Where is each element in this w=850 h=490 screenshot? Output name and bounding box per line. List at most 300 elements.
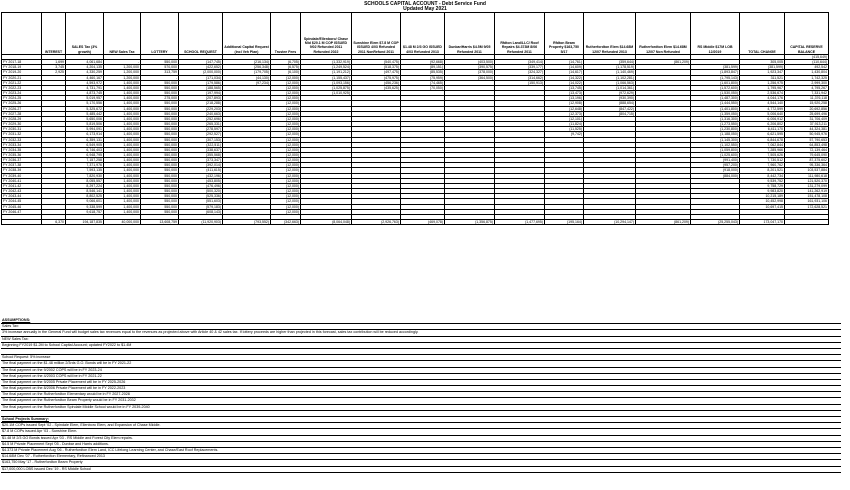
- value-cell: (216,134): [223, 60, 271, 65]
- value-cell: (608,143): [179, 209, 223, 214]
- value-cell: 6,549,905: [66, 142, 104, 147]
- value-cell: (74,465): [401, 80, 445, 85]
- value-cell: (1,059,800): [691, 147, 740, 152]
- value-cell: (1,893,847): [691, 70, 740, 75]
- value-cell: (11,920,903): [179, 219, 223, 224]
- value-cell: 1,400,000: [104, 194, 141, 199]
- value-cell: 550,000: [141, 178, 179, 183]
- value-cell: (1,025,875): [301, 85, 352, 90]
- value-cell: (252,696): [179, 116, 223, 121]
- value-cell: (1,530,050): [691, 91, 740, 96]
- value-cell: (13,745): [545, 85, 584, 90]
- value-cell: 2,925: [42, 70, 66, 75]
- value-cell: (11,525): [545, 127, 584, 132]
- notes-heading: ASSUMPTIONS:: [1, 318, 841, 324]
- value-cell: 6,206,802: [740, 122, 785, 127]
- value-cell: 87,375,602: [785, 158, 829, 163]
- value-cell: (12,101): [545, 116, 584, 121]
- value-cell: (322,511): [179, 142, 223, 147]
- value-cell: 1,400,000: [104, 111, 141, 116]
- value-cell: (378,000): [445, 70, 495, 75]
- value-cell: 7,157,258: [66, 158, 104, 163]
- value-cell: (324,327): [495, 70, 545, 75]
- value-cell: (14,761): [545, 60, 584, 65]
- value-cell: (12,373): [545, 111, 584, 116]
- fiscal-year-cell: FY 2038-39: [2, 168, 42, 173]
- value-cell: 8,201,521: [740, 168, 785, 173]
- value-cell: (12,908): [545, 101, 584, 106]
- fiscal-year-cell: FY 2037-38: [2, 163, 42, 168]
- value-cell: 1,400,000: [104, 96, 141, 101]
- value-cell: 2,999,300: [785, 80, 829, 85]
- value-cell: 4,460,167: [66, 75, 104, 80]
- value-cell: (1,191,212): [301, 70, 352, 75]
- value-cell: (1,155,437): [301, 75, 352, 80]
- value-cell: 10,452,998: [740, 199, 785, 204]
- value-cell: (92,668): [401, 60, 445, 65]
- value-cell: 550,000: [141, 209, 179, 214]
- value-cell: (265,331): [179, 122, 223, 127]
- fiscal-year-cell: FY 2042-43: [2, 189, 42, 194]
- value-cell: (1,359,050): [691, 111, 740, 116]
- fiscal-year-cell: FY 2025-26: [2, 101, 42, 106]
- value-cell: 550,000: [141, 101, 179, 106]
- value-cell: (456,236): [352, 80, 401, 85]
- value-cell: 4,330,259: [66, 70, 104, 75]
- debt-service-table: [1, 12, 829, 225]
- value-cell: (1,572,600): [691, 85, 740, 90]
- value-cell: (207,893): [179, 96, 223, 101]
- value-cell: 9,338,599: [66, 204, 104, 209]
- fiscal-year-cell: FY 2033-34: [2, 142, 42, 147]
- fiscal-year-cell: [2, 219, 42, 224]
- value-cell: (14,022): [545, 80, 584, 85]
- value-cell: (147,745): [179, 60, 223, 65]
- value-cell: (6,100): [271, 70, 301, 75]
- value-cell: (525,336): [179, 194, 223, 199]
- note-line: The final payment on the Rutherfordton Elementary would be in FY 2027-2028: [1, 392, 841, 398]
- column-header: Trustee Fees: [271, 13, 301, 55]
- value-cell: (861,209): [636, 60, 691, 65]
- value-cell: (256,348): [223, 65, 271, 70]
- note-line: $4.5 M Private Placement Sept '05 - Dunbar and Harris additions.: [1, 442, 841, 448]
- value-cell: (390,575): [445, 65, 495, 70]
- fiscal-year-cell: FY 2029-30: [2, 122, 42, 127]
- value-cell: 275,000: [141, 96, 179, 101]
- value-cell: 550,000: [141, 137, 179, 142]
- value-cell: (364,500): [445, 75, 495, 80]
- value-cell: (991,400): [691, 158, 740, 163]
- value-cell: (1,401,800): [691, 106, 740, 111]
- note-line: The final payment on the Rutherfordton Spindale Middle School would be in FY 2039-2040: [1, 405, 841, 411]
- value-cell: (551,603): [179, 199, 223, 204]
- value-cell: (415,649): [785, 55, 829, 60]
- sheet-subtitle: Updated May 2021: [403, 6, 447, 12]
- value-cell: 1,400,000: [104, 127, 141, 132]
- value-cell: (229,203): [179, 106, 223, 111]
- value-cell: (12,000): [271, 85, 301, 90]
- value-cell: (12,000): [271, 122, 301, 127]
- fiscal-year-cell: FY 2041-42: [2, 183, 42, 188]
- value-cell: (188,565): [179, 85, 223, 90]
- value-cell: (918,000): [691, 168, 740, 173]
- value-cell: 550,000: [141, 127, 179, 132]
- value-cell: (469,078): [401, 219, 445, 224]
- value-cell: (355,568): [179, 152, 223, 157]
- fiscal-year-cell: FY 2036-37: [2, 158, 42, 163]
- value-cell: 7,331,942: [785, 91, 829, 96]
- value-cell: (25,255,043): [691, 219, 740, 224]
- value-cell: 1,923,347: [740, 70, 785, 75]
- value-cell: (349,414): [495, 60, 545, 65]
- value-cell: (1,477,695): [495, 219, 545, 224]
- value-cell: 95,336,364: [785, 163, 829, 168]
- column-header: Rfdton Beam Property $163,750 5/17: [545, 13, 584, 55]
- value-cell: (12,000): [271, 183, 301, 188]
- value-cell: (97,234): [223, 80, 271, 85]
- value-cell: 550,000: [141, 91, 179, 96]
- note-line: The final payment on the $1.48 million 2/3rds G.O. Bonds will be in FY 2021-22: [1, 361, 841, 367]
- value-cell: 550,000: [141, 80, 179, 85]
- value-cell: 1,430,804: [785, 70, 829, 75]
- column-header: Additional Capital Request (incl Veh Plan): [223, 13, 271, 55]
- value-cell: -: [141, 75, 179, 80]
- value-cell: (338,637): [179, 147, 223, 152]
- value-cell: 20,692,856: [785, 106, 829, 111]
- value-cell: 57,790,653: [785, 137, 829, 142]
- value-cell: 1,400,000: [104, 209, 141, 214]
- note-line: The final payment on the 8/2006 Private Placement will be in FY 2022-2023: [1, 386, 841, 392]
- value-cell: (1,273,550): [691, 122, 740, 127]
- note-line: 3% increase annually in the General Fund will budget sales tax revenues equal to the revenues as projected above with Article 40 & 42 sales tax. If lottery proceeds are higher than projected in this forecast, sales tax contribution will be reduced accordingly.: [1, 330, 841, 336]
- value-cell: (12,000): [271, 194, 301, 199]
- value-cell: 313,759: [141, 70, 179, 75]
- fiscal-year-cell: FY 2028-29: [2, 116, 42, 121]
- value-cell: (12,000): [271, 101, 301, 106]
- value-cell: 4,044,176: [740, 96, 785, 101]
- value-cell: (8,064,048): [301, 219, 352, 224]
- value-cell: (381,599): [740, 65, 785, 70]
- fiscal-year-cell: FY 2026-27: [2, 106, 42, 111]
- value-cell: 1,400,000: [104, 199, 141, 204]
- value-cell: (12,000): [271, 199, 301, 204]
- value-cell: (435,625): [352, 85, 401, 90]
- value-cell: (403,500): [445, 60, 495, 65]
- value-cell: (44,130): [223, 75, 271, 80]
- value-cell: 194,187,835: [66, 219, 104, 224]
- fiscal-year-cell: FY 2045-46: [2, 204, 42, 209]
- value-cell: 4,204,135: [66, 65, 104, 70]
- fiscal-year-cell: FY 2032-33: [2, 137, 42, 142]
- value-cell: 1,699: [42, 60, 66, 65]
- fiscal-year-cell: FY 2022-23: [2, 85, 42, 90]
- value-cell: 13,608,759: [141, 219, 179, 224]
- fiscal-year-cell: FY 2019-20: [2, 70, 42, 75]
- value-cell: (197,994): [179, 91, 223, 96]
- value-cell: 550,000: [141, 189, 179, 194]
- note-line: School Request: 5% increase: [1, 355, 841, 361]
- notes-heading: School Projects Summary:: [1, 417, 841, 423]
- value-cell: 3,745: [42, 65, 66, 70]
- value-cell: (1,102,550): [691, 142, 740, 147]
- value-cell: 1,742,325: [785, 75, 829, 80]
- value-cell: 172,628,521: [785, 204, 829, 209]
- value-cell: 2,536,674: [740, 91, 785, 96]
- value-cell: (497,475): [352, 70, 401, 75]
- column-header: $1.48 M 2/3 GO ISSUED 4/03 Refunded 2013: [401, 13, 445, 55]
- note-line: $14.68M Dec '07 - Rutherfordton Elementary, Refinanced 2013: [1, 454, 841, 460]
- value-cell: (793,552): [223, 219, 271, 224]
- value-cell: 9,758,729: [740, 183, 785, 188]
- value-cell: (13,196): [545, 96, 584, 101]
- value-cell: 550,000: [141, 122, 179, 127]
- value-cell: (12,000): [271, 106, 301, 111]
- value-cell: 550,000: [141, 142, 179, 147]
- value-cell: 37,913,211: [785, 122, 829, 127]
- value-cell: (12,000): [271, 152, 301, 157]
- column-header: RS Middle $17M LOB 12/2019: [691, 13, 740, 55]
- value-cell: (1,178,519): [584, 65, 636, 70]
- value-cell: (12,648): [545, 106, 584, 111]
- value-cell: (12,000): [271, 209, 301, 214]
- value-cell: (12,000): [271, 158, 301, 163]
- fiscal-year-cell: FY 2017-18: [2, 60, 42, 65]
- value-cell: (12,000): [271, 173, 301, 178]
- value-cell: (861,209): [636, 219, 691, 224]
- value-cell: (12,000): [271, 127, 301, 132]
- value-cell: (411,615): [179, 168, 223, 173]
- value-cell: 550,000: [141, 116, 179, 121]
- value-cell: (518,375): [352, 65, 401, 70]
- value-cell: (12,000): [271, 116, 301, 121]
- value-cell: (179,586): [179, 80, 223, 85]
- value-cell: 5,006,640: [740, 111, 785, 116]
- fiscal-year-cell: FY 2024-25: [2, 96, 42, 101]
- value-cell: 7,285,966: [740, 147, 785, 152]
- value-cell: 6,746,403: [66, 147, 104, 152]
- note-line: The final payment on the Rutherfordton Beam Property would be in FY 2031-2032: [1, 398, 841, 404]
- value-cell: (540,475): [352, 60, 401, 65]
- fiscal-year-cell: FY 2027-28: [2, 111, 42, 116]
- value-cell: (179,705): [223, 70, 271, 75]
- value-cell: 6,359,131: [66, 137, 104, 142]
- value-cell: 7,062,844: [740, 142, 785, 147]
- value-cell: 9,066,601: [66, 199, 104, 204]
- note-line: $7.8 M COPs issued Apr '03 - Sunshine Elem.: [1, 429, 841, 435]
- value-cell: (12,000): [271, 96, 301, 101]
- value-cell: (10,294,147): [584, 219, 636, 224]
- column-header: NEW Sales Tax: [104, 13, 141, 55]
- value-cell: 4,772,599: [740, 106, 785, 111]
- value-cell: 7,593,135: [66, 168, 104, 173]
- value-cell: 6,948,795: [66, 152, 104, 157]
- value-cell: 111,980,618: [785, 173, 829, 178]
- value-cell: 5,485,442: [66, 111, 104, 116]
- value-cell: 1,400,000: [104, 132, 141, 137]
- value-cell: 7,820,930: [66, 173, 104, 178]
- value-cell: 1,400,000: [104, 189, 141, 194]
- value-cell: (579,183): [179, 204, 223, 209]
- value-cell: (475,975): [352, 75, 401, 80]
- value-cell: 550,000: [141, 152, 179, 157]
- value-cell: (292,527): [179, 132, 223, 137]
- fiscal-year-cell: FY 2046-47: [2, 209, 42, 214]
- value-cell: (339,177): [495, 65, 545, 70]
- value-cell: (218,288): [179, 101, 223, 106]
- value-cell: (12,000): [271, 80, 301, 85]
- column-header: Rutherfordton Elem $14.68M 12/07 Refunded 2013: [584, 13, 636, 55]
- value-cell: -: [104, 60, 141, 65]
- fiscal-year-cell: FY 2020-21: [2, 75, 42, 80]
- value-cell: 1,400,000: [104, 122, 141, 127]
- value-cell: 1,400,000: [104, 116, 141, 121]
- value-cell: (12,000): [271, 132, 301, 137]
- value-cell: (12,000): [271, 168, 301, 173]
- value-cell: (888,654): [584, 101, 636, 106]
- value-cell: 550,000: [141, 147, 179, 152]
- value-cell: 4,544,140: [740, 101, 785, 106]
- value-cell: (240,663): [179, 111, 223, 116]
- value-cell: (1,249,524): [301, 65, 352, 70]
- value-cell: (12,000): [271, 163, 301, 168]
- value-cell: 4,593,972: [66, 80, 104, 85]
- header-row: [2, 13, 829, 55]
- column-header: Rfdton Land/LLC/ Roof Repairs $4.373M 8/06 Refunded 2011: [495, 13, 545, 55]
- column-header: CAPITAL RESERVE BALANCE: [785, 13, 829, 55]
- value-cell: 550,000: [141, 132, 179, 137]
- value-cell: 9,983,820: [740, 189, 785, 194]
- note-line: $4.373 M Private Placement Aug '06 - Rutherfordton Elem Land, ICC Lifelong Learning Center, and Chase/East Roof Replacements.: [1, 448, 841, 454]
- note-line: NEW Sales Tax:: [1, 337, 841, 343]
- value-cell: (12,000): [271, 178, 301, 183]
- value-cell: 550,000: [141, 111, 179, 116]
- column-header: INTEREST: [42, 13, 66, 55]
- value-cell: 550,000: [141, 199, 179, 204]
- value-cell: 4,731,791: [66, 85, 104, 90]
- value-cell: 6,370: [42, 219, 66, 224]
- note-line: The final payment on the 9/2005 Private Placement will be in FY 2025-2026: [1, 380, 841, 386]
- value-cell: (150,913): [495, 80, 545, 85]
- value-cell: 8,055,557: [66, 178, 104, 183]
- value-cell: 5,819,506: [66, 122, 104, 127]
- value-cell: 10,215,189: [740, 194, 785, 199]
- value-cell: 6,173,914: [66, 132, 104, 137]
- value-cell: 550,000: [141, 106, 179, 111]
- value-cell: (12,000): [271, 75, 301, 80]
- fiscal-year-cell: FY 2040-41: [2, 178, 42, 183]
- value-cell: 550,000: [141, 158, 179, 163]
- value-cell: 1,400,000: [104, 152, 141, 157]
- value-cell: (500,320): [179, 189, 223, 194]
- value-cell: 550,000: [141, 204, 179, 209]
- value-cell: 40,000,000: [104, 219, 141, 224]
- value-cell: 1,795,967: [740, 85, 785, 90]
- value-cell: (12,000): [271, 137, 301, 142]
- value-cell: 79,645,090: [785, 152, 829, 157]
- notes-section: [1, 318, 841, 473]
- value-cell: (307,153): [179, 137, 223, 142]
- value-cell: 31,706,409: [785, 116, 829, 121]
- value-cell: (12,000): [271, 111, 301, 116]
- value-cell: 1,400,000: [104, 106, 141, 111]
- value-cell: (14,322): [545, 75, 584, 80]
- fiscal-year-cell: FY 2030-31: [2, 127, 42, 132]
- value-cell: 7,371,976: [66, 163, 104, 168]
- value-cell: (1,332,919): [301, 60, 352, 65]
- value-cell: (1,487,300): [691, 96, 740, 101]
- value-cell: (1,356,875): [445, 219, 495, 224]
- value-cell: 1,256,975: [740, 80, 785, 85]
- value-cell: (13,473): [545, 91, 584, 96]
- value-cell: 550,000: [141, 168, 179, 173]
- fiscal-year-cell: FY 2043-44: [2, 194, 42, 199]
- value-cell: 5,325,672: [66, 106, 104, 111]
- value-cell: (1,010,925): [301, 91, 352, 96]
- value-cell: 550,000: [141, 183, 179, 188]
- column-header: SALES Tax (3% growth): [66, 13, 104, 55]
- fiscal-year-cell: FY 2031-32: [2, 132, 42, 137]
- value-cell: 8,442,734: [740, 173, 785, 178]
- value-cell: (359,644): [584, 60, 636, 65]
- note-line: $1.48 M 2/3 GO Bonds issued Apr '03 - RS Middle and Forest City Elem repairs.: [1, 436, 841, 442]
- value-cell: (195,164): [545, 219, 584, 224]
- value-cell: 1,400,000: [104, 80, 141, 85]
- value-cell: 1,400,000: [104, 204, 141, 209]
- value-cell: 7,960,762: [740, 163, 785, 168]
- value-cell: 4,795,267: [785, 85, 829, 90]
- value-cell: 9,539,752: [740, 178, 785, 183]
- value-cell: (75,959): [401, 75, 445, 80]
- column-header: SCHOOL REQUEST: [179, 13, 223, 55]
- value-cell: 550,000: [141, 194, 179, 199]
- value-cell: (85,535): [401, 70, 445, 75]
- column-header: LOTTERY: [141, 13, 179, 55]
- value-cell: 141,262,919: [785, 189, 829, 194]
- value-cell: (476,496): [179, 183, 223, 188]
- note-line: $163,750 May '17 - Rutherfordton Beam Property: [1, 460, 841, 466]
- value-cell: (1,066,563): [584, 80, 636, 85]
- value-cell: 1,400,000: [104, 147, 141, 152]
- value-cell: 1,200,000: [104, 75, 141, 80]
- value-cell: 8,802,525: [66, 194, 104, 199]
- table-body: [2, 55, 829, 225]
- note-line: Sales Tax:: [1, 324, 841, 330]
- value-cell: (6,705): [271, 60, 301, 65]
- note-line: Beginning FY2019 $1.2M to School Capital Account; updated FY2022 to $1.4M: [1, 343, 841, 349]
- value-cell: (1,795,143): [691, 75, 740, 80]
- fiscal-year-cell: FY 2044-45: [2, 199, 42, 204]
- value-cell: 1,400,000: [104, 85, 141, 90]
- value-cell: 492,542: [785, 65, 829, 70]
- value-cell: 72,139,464: [785, 147, 829, 152]
- value-cell: (884,000): [691, 173, 740, 178]
- value-cell: (1,093,156): [301, 80, 352, 85]
- value-cell: (12,000): [271, 147, 301, 152]
- value-cell: (1,316,300): [691, 116, 740, 121]
- value-cell: 8,546,141: [66, 189, 104, 194]
- value-cell: 5,019,957: [66, 96, 104, 101]
- value-cell: 11,376,118: [785, 96, 829, 101]
- fiscal-year-cell: FY 2018-19: [2, 65, 42, 70]
- fiscal-year-cell: FY 2021-22: [2, 80, 42, 85]
- value-cell: (1,230,800): [691, 127, 740, 132]
- value-cell: (381,599): [691, 65, 740, 70]
- value-cell: 1,400,000: [104, 168, 141, 173]
- value-cell: 9,618,757: [66, 209, 104, 214]
- column-header: TOTAL CHANGE: [740, 13, 785, 55]
- value-cell: 121,520,370: [785, 178, 829, 183]
- value-cell: 25,699,496: [785, 111, 829, 116]
